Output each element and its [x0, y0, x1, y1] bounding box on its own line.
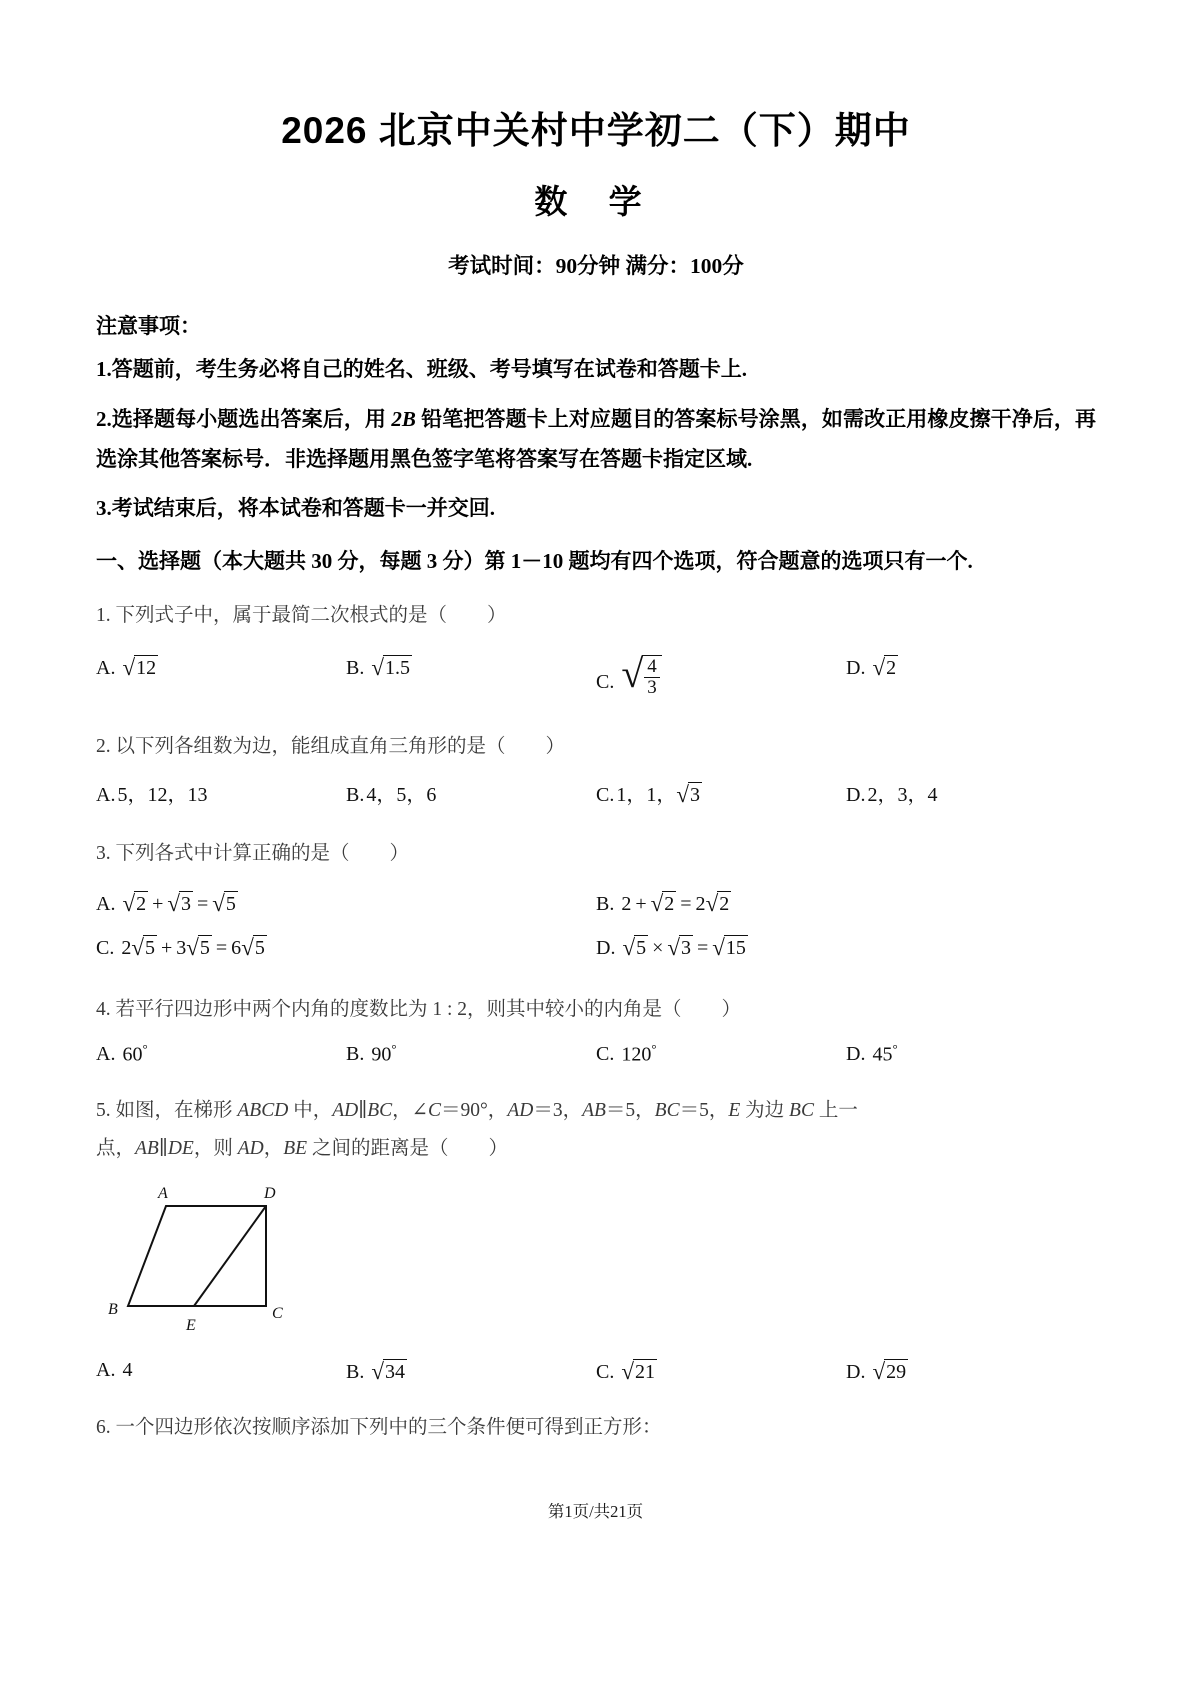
sqrt-icon: √ 29	[872, 1359, 907, 1385]
notice-title: 注意事项：	[96, 314, 201, 339]
option-1-D-label: D.	[846, 656, 866, 679]
question-3-options-row1	[96, 891, 1096, 917]
page-footer	[0, 1498, 1191, 1522]
option-2-D-label: D.	[846, 783, 866, 806]
sqrt-icon: √ 2	[872, 654, 897, 680]
question-3-body: 下列各式中计算正确的是（	[115, 843, 350, 865]
option-3-A-label: A.	[96, 893, 116, 916]
question-6-body: 一个四边形依次按顺序添加下列中的三个条件便可得到正方形：	[115, 1416, 662, 1438]
question-3-paren: ）	[389, 843, 410, 865]
question-2-body: 以下列各组数为边，能组成直角三角形的是（	[115, 735, 506, 757]
option-5-C-value: 21	[634, 1361, 655, 1384]
option-5-B[interactable]	[346, 1359, 596, 1385]
option-2-D[interactable]	[846, 778, 1096, 807]
option-2-C-radicand: 3	[689, 783, 700, 806]
option-4-B-value: 90°	[371, 1040, 397, 1066]
sqrt-icon: √ 34	[371, 1359, 405, 1385]
question-5-text-line1: 5. 如图，在梯形 ABCD 中，AD∥BC，∠C＝90°，AD＝3，AB＝5，BC＝5，E 为边 BC 上一	[96, 1100, 858, 1122]
option-5-D-label: D.	[846, 1361, 866, 1384]
option-4-D-label: D.	[846, 1043, 866, 1066]
option-1-C[interactable]	[596, 650, 846, 698]
option-1-A-label: A.	[96, 656, 116, 679]
question-3-number: 3.	[96, 843, 111, 865]
option-4-D[interactable]	[846, 1041, 1096, 1067]
option-2-C[interactable]	[596, 778, 846, 808]
option-4-C-value: 120°	[621, 1040, 657, 1066]
option-2-B[interactable]	[346, 778, 596, 807]
option-2-B-value: 4，5，6	[366, 783, 437, 806]
question-3-options-row2	[96, 935, 1096, 961]
option-4-A-label: A.	[96, 1043, 116, 1066]
notice-item-2-pencil: 2B	[391, 406, 416, 431]
option-5-D[interactable]	[846, 1359, 1096, 1385]
option-1-C-numerator: 4	[647, 655, 657, 677]
question-5	[96, 1092, 1096, 1385]
question-3-text	[96, 835, 1096, 873]
question-2-paren: ）	[545, 735, 566, 757]
sqrt-icon: √ 12	[122, 654, 157, 680]
question-1-body: 下列式子中，属于最简二次根式的是（	[115, 604, 448, 626]
question-6-text	[96, 1409, 1096, 1447]
option-3-C[interactable]	[96, 935, 596, 961]
section-heading: 一、选择题（本大题共 30 分，每题 3 分）第 1－10 题均有四个选项，符合题意的选项只有一个.	[96, 548, 973, 573]
question-5-number: 5.	[96, 1100, 111, 1122]
option-1-D-value: 2	[886, 656, 897, 679]
question-2-options	[96, 778, 1096, 808]
question-4-options	[96, 1041, 1096, 1067]
figure-label-E: E	[186, 1317, 196, 1335]
option-2-C-value: 1，1，	[616, 783, 677, 806]
option-3-D[interactable]	[596, 935, 1096, 961]
question-1-paren: ）	[487, 604, 507, 626]
question-1-number: 1.	[96, 604, 111, 626]
option-5-A-label: A.	[96, 1359, 116, 1382]
option-1-A-value: 12	[136, 656, 157, 679]
option-5-D-value: 29	[886, 1361, 907, 1384]
option-1-B-value: 1.5	[384, 656, 410, 679]
option-4-A[interactable]	[96, 1041, 346, 1067]
question-1	[96, 597, 1096, 698]
option-5-A-value: 4	[122, 1359, 133, 1382]
option-3-B[interactable]	[596, 891, 1096, 917]
option-5-A[interactable]	[96, 1359, 346, 1382]
question-6	[96, 1409, 1096, 1447]
notice-item-2-part1: 2.选择题每小题选出答案后，用	[96, 406, 392, 431]
option-5-B-value: 34	[384, 1361, 405, 1384]
question-3	[96, 835, 1096, 960]
question-2	[96, 728, 1096, 808]
page-number-label: 第1页/共21页	[547, 1502, 644, 1521]
option-4-B-label: B.	[346, 1043, 365, 1066]
question-5-figure	[106, 1184, 1096, 1349]
question-2-number: 2.	[96, 735, 111, 757]
notice-item-2-part2: 铅笔把答题卡上对应题目的答案标号涂黑，如需改正用橡皮擦干净后，再选涂其他答案标号．非选择题用黑色签字笔将答案写在答题卡指定区域.	[96, 406, 1097, 471]
exam-info: 考试时间：90分钟 满分：100分	[448, 254, 744, 279]
figure-label-A: A	[158, 1185, 168, 1203]
option-3-D-expression: √ 5 × √ 3 = √ 15	[622, 934, 746, 960]
sqrt-fraction-icon: √ $\frac{4}{3}$	[621, 655, 661, 698]
question-4	[96, 991, 1096, 1067]
subject-title: 数 学	[534, 183, 658, 221]
page-content	[96, 0, 1096, 1447]
trapezoid-diagram-icon	[106, 1184, 366, 1344]
question-4-number: 4.	[96, 998, 111, 1020]
question-5-options	[96, 1359, 1096, 1385]
option-5-B-label: B.	[346, 1361, 365, 1384]
page-title: 2026 北京中关村中学初二（下）期中	[281, 110, 911, 151]
question-4-paren: ）	[721, 998, 742, 1020]
option-1-B[interactable]	[346, 655, 596, 681]
figure-label-D: D	[264, 1185, 276, 1203]
option-3-B-expression: 2 + √ 2 = 2 √ 2	[621, 891, 730, 917]
option-3-C-expression: 2 √ 5 + 3 √ 5 = 6 √ 5	[121, 934, 265, 960]
option-2-A[interactable]	[96, 778, 346, 807]
sqrt-icon: √ 1.5	[371, 654, 410, 680]
option-2-A-label: A.	[96, 783, 116, 806]
notice-item-1: 1.答题前，考生务必将自己的姓名、班级、考号填写在试卷和答题卡上.	[96, 357, 747, 382]
option-5-C-label: C.	[596, 1361, 615, 1384]
question-4-text	[96, 991, 1096, 1029]
question-1-options	[96, 650, 1096, 698]
option-4-A-value: 60°	[122, 1040, 148, 1066]
option-1-C-denominator: 3	[644, 677, 660, 698]
question-2-text	[96, 728, 1096, 766]
sqrt-icon: √ 21	[621, 1359, 655, 1385]
option-3-B-label: B.	[596, 893, 615, 916]
option-2-A-value: 5，12，13	[117, 783, 208, 806]
option-2-B-label: B.	[346, 783, 365, 806]
option-3-A-expression: √ 2 + √ 3 = √ 5	[122, 891, 236, 917]
option-3-A[interactable]	[96, 891, 596, 917]
figure-label-B: B	[108, 1301, 118, 1319]
option-1-B-label: B.	[346, 656, 365, 679]
option-3-D-label: D.	[596, 936, 616, 959]
question-6-number: 6.	[96, 1416, 111, 1438]
notice-item-3: 3.考试结束后，将本试卷和答题卡一并交回.	[96, 496, 495, 521]
sqrt-icon: √ 3	[676, 781, 700, 807]
question-5-text-line2: 点，AB∥DE，则 AD，BE 之间的距离是（ ）	[96, 1138, 508, 1160]
option-1-C-label: C.	[596, 670, 615, 693]
option-1-D[interactable]	[846, 655, 1096, 681]
option-4-B[interactable]	[346, 1041, 596, 1067]
option-5-C[interactable]	[596, 1359, 846, 1385]
figure-label-C: C	[272, 1305, 283, 1323]
question-4-body: 若平行四边形中两个内角的度数比为 1 : 2，则其中较小的内角是（	[115, 998, 682, 1020]
option-2-C-label: C.	[596, 783, 615, 806]
notice-item-2	[96, 399, 1096, 480]
question-1-text	[96, 597, 1096, 635]
option-4-C[interactable]	[596, 1041, 846, 1067]
option-3-C-label: C.	[96, 936, 115, 959]
option-2-D-value: 2，3，4	[867, 783, 938, 806]
option-1-A[interactable]	[96, 655, 346, 681]
option-4-D-value: 45°	[872, 1040, 898, 1066]
option-4-C-label: C.	[596, 1043, 615, 1066]
